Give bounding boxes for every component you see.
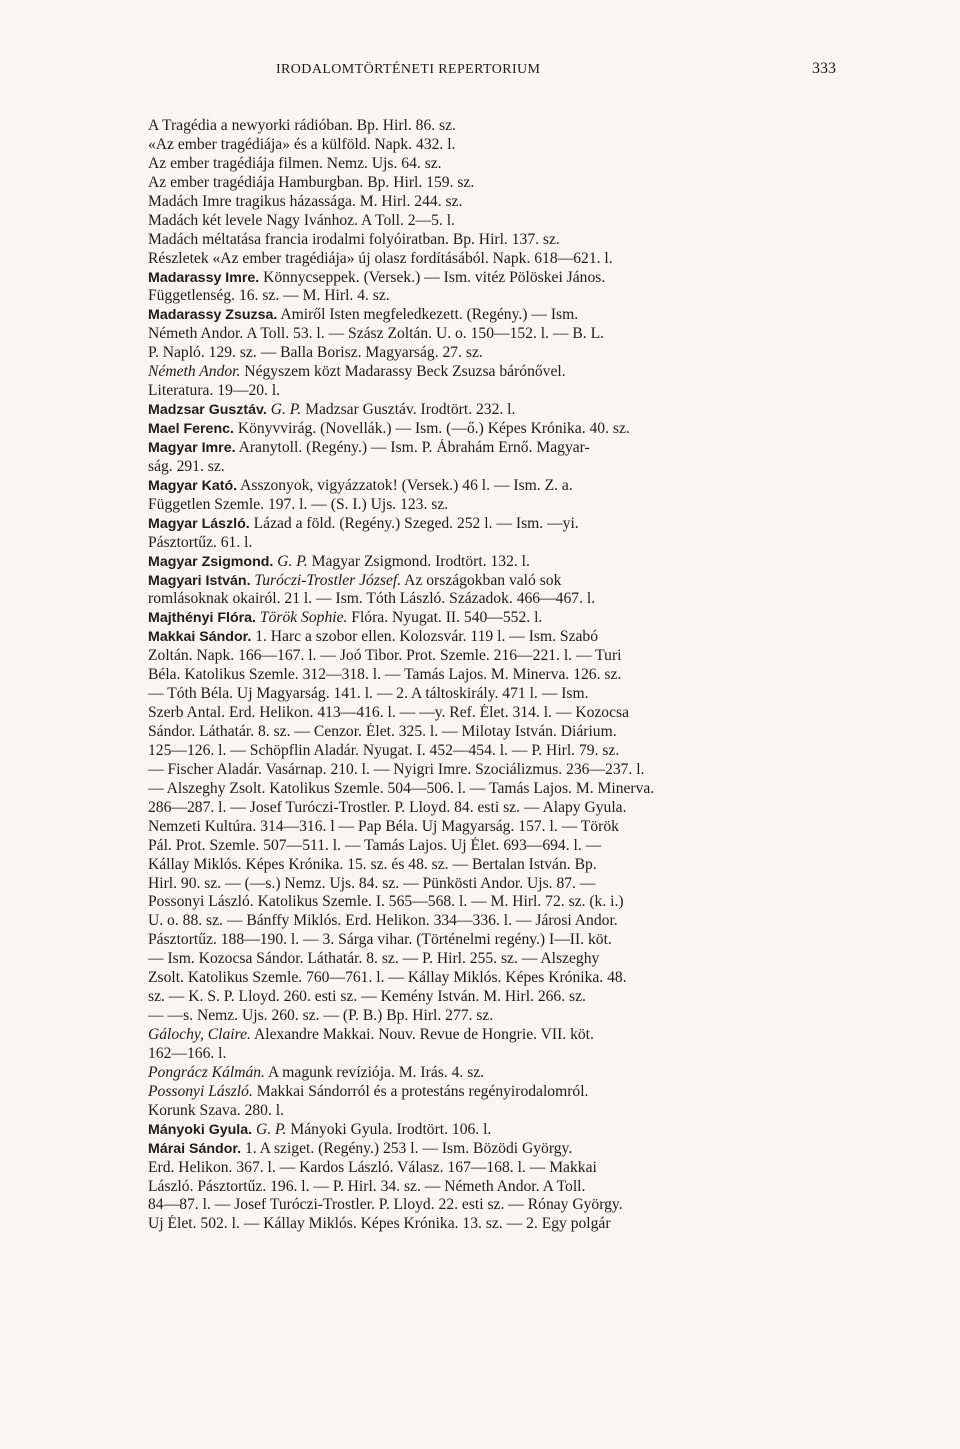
entry-text: Az országokban való sok — [401, 571, 562, 589]
text-line — [148, 723, 788, 742]
entry-text: Szerb Antal. Erd. Helikon. 413—416. l. — —y. Ref. Élet. 314. l. — Kozocsa — [148, 704, 630, 722]
text-line — [148, 155, 788, 174]
text-line — [148, 988, 788, 1007]
entry-text: Sándor. Láthatár. 8. sz. — Cenzor. Élet. 325. l. — Milotay István. Diárium. — [148, 723, 617, 740]
entry-text: Függetlenség. 16. sz. — M. Hirl. 4. sz. — [148, 287, 390, 305]
text-line — [148, 1215, 788, 1234]
text-line — [148, 477, 788, 496]
entry-text: sz. — K. S. P. Lloyd. 260. esti sz. — Kemény István. M. Hirl. 266. sz. — [148, 988, 586, 1006]
text-line — [148, 1159, 788, 1178]
text-line — [148, 496, 788, 515]
entry-text: — Alszeghy Zsolt. Katolikus Szemle. 504—506. l. — Tamás Lajos. M. Minerva. — [148, 779, 655, 797]
entry-text: Nemzeti Kultúra. 314—316. l — Pap Béla. Uj Magyarság. 157. l. — Török — [148, 817, 619, 835]
entry-text: Pásztortűz. 61. l. — [148, 533, 253, 551]
entry-text: Az ember tragédiája filmen. Nemz. Ujs. 64. sz. — [148, 154, 442, 172]
entry-text: László. Pásztortűz. 196. l. — P. Hirl. 34. sz. — Németh Andor. A Toll. — [148, 1177, 586, 1195]
entry-text: Amiről Isten megfeledkezett. (Regény.) — Ism. — [277, 306, 579, 324]
text-line — [148, 136, 788, 155]
entry-text: Madzsar Gusztáv. Irodtört. 232. l. — [301, 401, 516, 419]
running-title: IRODALOMTÖRTÉNETI REPERTORIUM — [276, 62, 541, 77]
text-line — [148, 856, 788, 875]
entry-author: Magyar Kató. — [148, 477, 238, 494]
entry-author: Magyar Zsigmond. — [148, 553, 274, 570]
entry-text: Németh Andor. A Toll. 53. l. — Szász Zoltán. U. o. 150—152. l. — B. L. — [148, 325, 605, 343]
entry-text: Az ember tragédiája Hamburgban. Bp. Hirl. 159. sz. — [148, 173, 475, 191]
text-line — [148, 1178, 788, 1197]
text-line — [148, 1083, 788, 1102]
text-line — [148, 609, 788, 628]
entry-author: Magyari István. — [148, 572, 251, 589]
italic-name: Török Sophie. — [259, 609, 348, 627]
entry-text: Literatura. 19—20. l. — [148, 382, 281, 400]
text-line — [148, 325, 788, 344]
text-line — [148, 572, 788, 591]
entry-text: Pásztortűz. 188—190. l. — 3. Sárga vihar. (Történelmi regény.) I—II. köt. — [148, 931, 612, 949]
text-line — [148, 628, 788, 647]
entry-text: 1. A sziget. (Regény.) 253 l. — Ism. Bözödi György. — [241, 1139, 573, 1157]
text-line — [148, 553, 788, 572]
italic-name: G. P. — [277, 552, 308, 570]
text-line — [148, 306, 788, 325]
entry-text: Részletek «Az ember tragédiája» új olasz fordításából. Napk. 618—621. l. — [148, 249, 613, 267]
entry-text: 1. Harc a szobor ellen. Kolozsvár. 119 l. — Ism. Szabó — [251, 628, 599, 646]
text-line — [148, 1045, 788, 1064]
entry-text: Béla. Katolikus Szemle. 312—318. l. — Tamás Lajos. M. Minerva. 126. sz. — [148, 666, 622, 684]
italic-name: Turóczi-Trostler József. — [254, 571, 402, 589]
entry-text: Alexandre Makkai. Nouv. Revue de Hongrie. VII. köt. — [250, 1026, 594, 1043]
text-line — [148, 231, 788, 250]
entry-text: 286—287. l. — Josef Turóczi-Trostler. P. Lloyd. 84. esti sz. — Alapy Gyula. — [148, 798, 627, 816]
entry-author: Madarassy Zsuzsa. — [148, 307, 278, 324]
text-line — [148, 117, 788, 136]
entry-text: Asszonyok, vigyázzatok! (Versek.) 46 l. — Ism. Z. a. — [237, 476, 573, 494]
entry-text: 84—87. l. — Josef Turóczi-Trostler. P. Lloyd. 22. esti sz. — Rónay György. — [148, 1196, 623, 1214]
entry-text: Független Szemle. 197. l. — (S. I.) Ujs. 123. sz. — [148, 495, 449, 513]
entry-author: Márai Sándor. — [148, 1140, 242, 1157]
italic-name: G. P. — [255, 1120, 287, 1138]
entry-text: Lázad a föld. (Regény.) Szeged. 252 l. — Ism. —yi. — [249, 514, 579, 532]
entry-text: Könnycseppek. (Versek.) — Ism. vitéz Pölöskei János. — [259, 268, 606, 286]
page-number: 333 — [812, 60, 836, 77]
entry-text: A magunk revíziója. M. Irás. 4. sz. — [264, 1063, 485, 1081]
entry-text: U. o. 88. sz. — Bánffy Miklós. Erd. Helikon. 334—336. l. — Járosi Andor. — [148, 912, 618, 930]
entry-text: Korunk Szava. 280. l. — [148, 1101, 284, 1119]
entry-author: Makkai Sándor. — [148, 629, 252, 646]
entry-text: Makkai Sándorról és a protestáns regényirodalomról. — [252, 1082, 589, 1100]
text-line — [148, 875, 788, 894]
text-line — [148, 212, 788, 231]
running-head — [116, 56, 836, 86]
text-line — [148, 742, 788, 761]
text-line — [148, 382, 788, 401]
text-line — [148, 458, 788, 477]
text-line — [148, 761, 788, 780]
entry-text: — Fischer Aladár. Vasárnap. 210. l. — Nyigri Imre. Szociálizmus. 236—237. l. — [148, 760, 645, 778]
text-line — [148, 193, 788, 212]
entry-text: romlásoknak okairól. 21 l. — Ism. Tóth László. Századok. 466—467. l. — [148, 590, 596, 608]
entry-text: Possonyi László. Katolikus Szemle. I. 565—568. l. — M. Hirl. 72. sz. (k. i.) — [148, 893, 624, 911]
text-line — [148, 1007, 788, 1026]
text-line — [148, 818, 788, 837]
text-line — [148, 590, 788, 609]
text-line — [148, 799, 788, 818]
text-line — [148, 515, 788, 534]
entry-text: Mányoki Gyula. Irodtört. 106. l. — [286, 1120, 492, 1138]
entry-text: Zoltán. Napk. 166—167. l. — Joó Tibor. Prot. Szemle. 216—221. l. — Turi — [148, 647, 622, 665]
text-line — [148, 1102, 788, 1121]
text-line — [148, 534, 788, 553]
entry-author: Mael Ferenc. — [148, 421, 234, 437]
text-line — [148, 287, 788, 306]
entry-text: Flóra. Nyugat. II. 540—552. l. — [347, 609, 543, 627]
entry-text: Zsolt. Katolikus Szemle. 760—761. l. — Kállay Miklós. Képes Krónika. 48. — [148, 969, 627, 987]
entry-text: Uj Élet. 502. l. — Kállay Miklós. Képes Krónika. 13. sz. — 2. Egy polgár — [148, 1215, 611, 1233]
text-line — [148, 401, 788, 420]
text-line — [148, 780, 788, 799]
text-line — [148, 1121, 788, 1140]
text-line — [148, 439, 788, 458]
text-line — [148, 1026, 788, 1045]
entry-text: 162—166. l. — [148, 1044, 227, 1062]
text-line — [148, 912, 788, 931]
text-line — [148, 837, 788, 856]
entry-text: Madách Imre tragikus házassága. M. Hirl. 244. sz. — [148, 192, 463, 210]
entry-text: Madách két levele Nagy Ivánhoz. A Toll. 2—5. l. — [148, 211, 455, 229]
entry-text: Hirl. 90. sz. — (—s.) Nemz. Ujs. 84. sz. — Pünkösti Andor. Ujs. 87. — — [148, 874, 596, 892]
entry-author: Madzsar Gusztáv. — [148, 402, 267, 419]
entry-author: Mányoki Gyula. — [148, 1121, 253, 1138]
entry-text: Négyszem közt Madarassy Beck Zsuzsa bárónővel. — [240, 363, 566, 381]
text-line — [148, 666, 788, 685]
text-line — [148, 893, 788, 912]
entry-author: Madarassy Imre. — [148, 269, 260, 286]
entry-text: Pál. Prot. Szemle. 507—511. l. — Tamás Lajos. Uj Élet. 693—694. l. — — [148, 836, 602, 854]
entry-text: 125—126. l. — Schöpflin Aladár. Nyugat. I. 452—454. l. — P. Hirl. 79. sz. — [148, 741, 620, 759]
italic-name: Gálochy, Claire. — [148, 1026, 251, 1043]
text-line — [148, 1196, 788, 1215]
entry-author: Majthényi Flóra. — [148, 610, 256, 627]
entry-text: «Az ember tragédiája» és a külföld. Napk. 432. l. — [148, 135, 456, 153]
italic-name: Pongrácz Kálmán. — [148, 1063, 265, 1081]
text-line — [148, 174, 788, 193]
text-line — [148, 269, 788, 288]
entry-text: P. Napló. 129. sz. — Balla Borisz. Magyarság. 27. sz. — [148, 344, 483, 362]
text-line — [148, 250, 788, 269]
entry-text: — Tóth Béla. Uj Magyarság. 141. l. — 2. A táltoskirály. 471 l. — Ism. — [148, 685, 589, 703]
entry-text: Könyvvirág. (Novellák.) — Ism. (—ő.) Képes Krónika. 40. sz. — [233, 420, 630, 437]
entry-text: Erd. Helikon. 367. l. — Kardos László. Válasz. 167—168. l. — Makkai — [148, 1158, 597, 1176]
entry-text: Magyar Zsigmond. Irodtört. 132. l. — [307, 552, 530, 570]
text-line — [148, 931, 788, 950]
text-line — [148, 420, 788, 439]
text-line — [148, 685, 788, 704]
entry-text: Aranytoll. (Regény.) — Ism. P. Ábrahám Ernő. Magyar- — [235, 438, 590, 456]
text-line — [148, 950, 788, 969]
entry-author: Magyar László. — [148, 515, 250, 532]
italic-name: G. P. — [270, 401, 302, 419]
text-line — [148, 1140, 788, 1159]
entry-text: A Tragédia a newyorki rádióban. Bp. Hirl. 86. sz. — [148, 117, 456, 134]
text-line — [148, 969, 788, 988]
italic-name: Possonyi László. — [148, 1082, 253, 1100]
entry-text: Kállay Miklós. Képes Krónika. 15. sz. és 48. sz. — Bertalan István. Bp. — [148, 855, 597, 873]
text-line — [148, 704, 788, 723]
text-line — [148, 363, 788, 382]
entry-text: — —s. Nemz. Ujs. 260. sz. — (P. B.) Bp. Hirl. 277. sz. — [148, 1007, 494, 1025]
text-line — [148, 647, 788, 666]
bibliography-entries — [148, 117, 788, 1234]
text-line — [148, 1064, 788, 1083]
italic-name: Németh Andor. — [148, 363, 241, 381]
entry-text: Madách méltatása francia irodalmi folyóiratban. Bp. Hirl. 137. sz. — [148, 230, 560, 248]
entry-text: ság. 291. sz. — [148, 457, 225, 475]
entry-text: — Ism. Kozocsa Sándor. Láthatár. 8. sz. — P. Hirl. 255. sz. — Alszeghy — [148, 950, 600, 968]
entry-author: Magyar Imre. — [148, 439, 236, 456]
text-line — [148, 344, 788, 363]
